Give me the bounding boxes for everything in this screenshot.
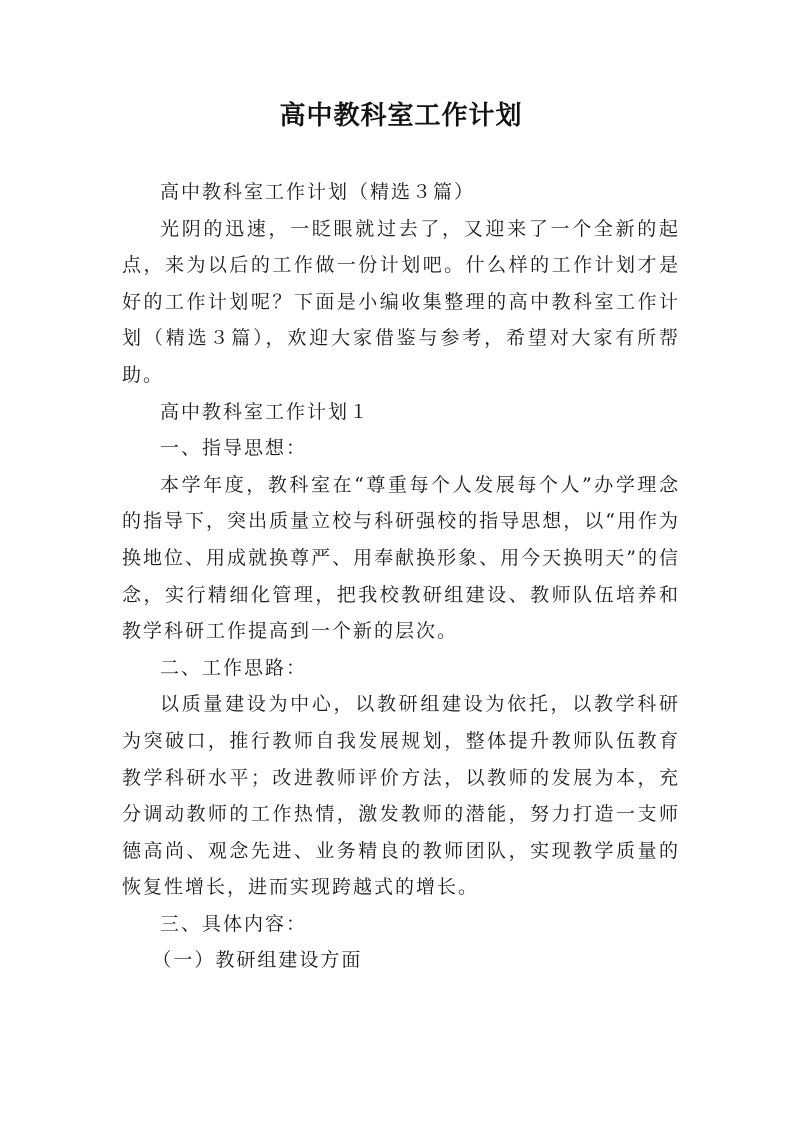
heading-specific-content: 三、具体内容： — [160, 912, 308, 935]
guiding-ideology-paragraph: 本学年度，教科室在“尊重每个人发展每个人”办学理念的指导下，突出质量立校与科研强校的指导思想，以“用作为换地位、用成就换尊严、用奉献换形象、用今天换明天”的信念，实行精细化管理，把我校教研组建设、教师队伍培养和教学科研工作提高到一个新的层次。 — [122, 473, 680, 643]
document-title: 高中教科室工作计划 — [279, 101, 523, 131]
work-approach-paragraph: 以质量建设为中心，以教研组建设为依托，以教学科研为突破口，推行教师自我发展规划，整体提升教师队伍教育教学科研水平；改进教师评价方法，以教师的发展为本，充分调动教师的工作热情，激发教师的潜能，努力打造一支师德高尚、观念先进、业务精良的教师团队，实现教学质量的恢复性增长，进而实现跨越式的增长。 — [122, 693, 680, 899]
heading-work-approach: 二、工作思路： — [160, 656, 308, 679]
section-heading-plan-1: 高中教科室工作计划１ — [160, 400, 371, 423]
heading-guiding-ideology: 一、指导思想： — [160, 437, 308, 460]
document-subtitle: 高中教科室工作计划（精选３篇） — [160, 181, 476, 203]
heading-teaching-group-construction: （一）教研组建设方面 — [152, 949, 363, 972]
document-body — [122, 174, 680, 979]
intro-paragraph: 光阴的迅速，一眨眼就过去了，又迎来了一个全新的起点，来为以后的工作做一份计划吧。什么样的工作计划才是好的工作计划呢？下面是小编收集整理的高中教科室工作计划（精选３篇），欢迎大家借鉴与参考，希望对大家有所帮助。 — [122, 217, 680, 386]
